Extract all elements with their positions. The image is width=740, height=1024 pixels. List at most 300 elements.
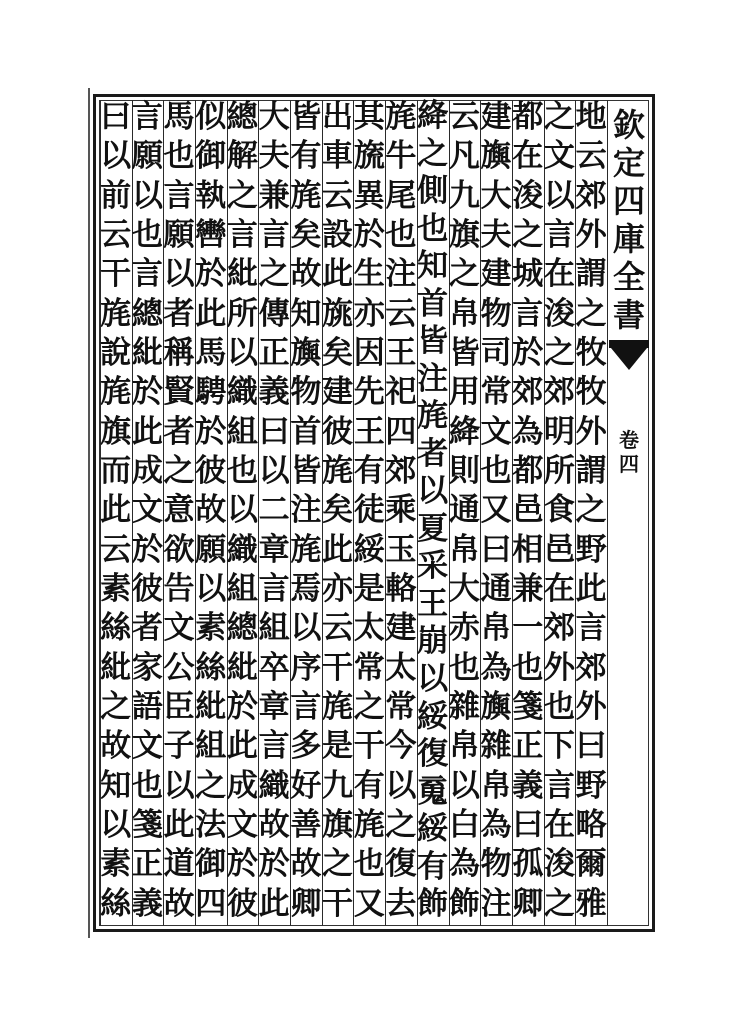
text-char: 建 [480,256,512,293]
text-char: 以 [131,177,163,214]
text-char: 崩 [417,623,449,660]
text-char: 此 [322,256,354,293]
text-char: 綏 [353,531,385,568]
text-char: 序 [290,649,322,686]
text-char: 玉 [385,531,417,568]
text-char: 浚 [512,177,544,214]
text-char: 通 [448,492,480,529]
text-char: 矣 [322,492,354,529]
text-char: 旗 [448,216,480,253]
text-char: 云 [448,99,480,135]
text-char: 旄 [417,398,449,435]
text-char: 之 [575,295,607,332]
text-char: 祀 [385,374,417,411]
volume-label [619,428,639,476]
text-char: 浚 [543,846,575,883]
text-char: 之 [226,177,258,214]
text-char: 先 [353,374,385,411]
text-char: 正 [131,846,163,883]
text-char: 綏 [417,811,449,848]
text-char: 子 [163,728,195,765]
text-char: 者 [417,435,449,472]
text-char: 紕 [195,688,227,725]
text-char: 組 [226,413,258,450]
text-char: 言 [258,216,290,253]
text-char: 雜 [448,688,480,725]
text-char: 故 [195,492,227,529]
text-char: 旗 [322,806,354,843]
text-char: 為 [512,413,544,450]
text-char: 以 [100,806,132,843]
text-char: 以 [226,492,258,529]
left-edge-line [88,88,90,938]
text-char: 皆 [290,452,322,489]
text-char: 之 [543,885,575,922]
text-char: 也 [226,452,258,489]
text-char: 邑 [543,531,575,568]
text-char: 旟 [480,688,512,725]
text-char: 紕 [226,649,258,686]
text-char: 素 [100,570,132,607]
text-char: 以 [417,660,449,697]
text-char: 於 [226,846,258,883]
text-char: 織 [226,374,258,411]
text-char: 王 [353,413,385,450]
text-char: 卒 [258,649,290,686]
text-char: 章 [258,531,290,568]
text-char: 言 [290,688,322,725]
text-char: 願 [131,138,163,175]
text-column [449,98,481,928]
text-char: 正 [258,334,290,371]
text-char: 說 [100,334,132,371]
text-char: 浚 [543,295,575,332]
text-char: 郊 [385,452,417,489]
text-char: 卿 [512,885,544,922]
text-char: 飾 [417,886,449,923]
text-char: 絳 [417,98,449,134]
text-char: 輅 [385,570,417,607]
text-char: 是 [322,728,354,765]
text-char: 略 [575,806,607,843]
text-char: 設 [322,216,354,253]
text-char: 此 [100,492,132,529]
text-char: 此 [322,531,354,568]
text-char: 首 [290,413,322,450]
text-char: 文 [226,806,258,843]
text-char: 旄 [353,806,385,843]
text-char: 此 [163,806,195,843]
text-char: 王 [385,334,417,371]
text-char: 言 [258,570,290,607]
text-char: 牛 [385,138,417,175]
text-char: 組 [258,610,290,647]
text-char: 文 [131,728,163,765]
text-char: 干 [353,728,385,765]
text-char: 之 [543,99,575,135]
text-char: 者 [131,610,163,647]
text-char: 之 [100,688,132,725]
text-char: 旟 [480,138,512,175]
text-char: 故 [163,885,195,922]
text-char: 出 [322,99,354,135]
text-char: 物 [480,846,512,883]
text-column [322,98,354,928]
text-char: 干 [100,256,132,293]
volume-char: 卷 [619,428,639,452]
text-char: 以 [226,334,258,371]
text-char: 善 [290,806,322,843]
text-char: 大 [258,99,290,135]
text-char: 知 [100,767,132,804]
text-char: 素 [100,846,132,883]
text-char: 語 [131,688,163,725]
text-char: 者 [163,295,195,332]
text-char: 司 [480,334,512,371]
text-char: 二 [258,492,290,529]
text-char: 之 [448,256,480,293]
text-char: 謂 [575,256,607,293]
text-char: 飾 [448,885,480,922]
text-char: 騁 [195,374,227,411]
text-char: 白 [448,806,480,843]
text-char: 焉 [290,570,322,607]
text-char: 首 [417,285,449,322]
text-char: 義 [131,885,163,922]
text-char: 皆 [417,323,449,360]
text-char: 旄 [385,99,417,135]
text-char: 旒 [353,138,385,175]
text-char: 帛 [448,728,480,765]
text-char: 有 [353,767,385,804]
text-char: 城 [512,256,544,293]
text-char: 箋 [512,688,544,725]
book-title [609,106,649,334]
text-char: 之 [258,256,290,293]
text-char: 邑 [512,492,544,529]
text-char: 旄 [290,531,322,568]
text-char: 牧 [575,374,607,411]
text-char: 側 [417,173,449,210]
text-char: 在 [512,138,544,175]
book-title-char: 欽 [612,106,645,144]
text-char: 注 [417,360,449,397]
text-char: 言 [226,216,258,253]
text-char: 云 [385,295,417,332]
text-char: 因 [353,334,385,371]
text-char: 則 [448,452,480,489]
text-char: 帛 [448,295,480,332]
text-char: 故 [100,728,132,765]
text-char: 知 [417,248,449,285]
text-char: 異 [353,177,385,214]
text-char: 彼 [195,452,227,489]
text-char: 也 [448,649,480,686]
text-char: 也 [417,210,449,247]
text-char: 郊 [575,649,607,686]
text-char: 野 [575,767,607,804]
text-char: 九 [448,177,480,214]
text-char: 此 [226,728,258,765]
text-char: 臣 [163,688,195,725]
text-char: 都 [512,452,544,489]
text-column [575,98,607,928]
text-char: 兼 [258,177,290,214]
text-char: 之 [417,135,449,172]
text-char: 有 [290,138,322,175]
text-char: 傳 [258,295,290,332]
text-char: 相 [512,531,544,568]
text-char: 解 [226,138,258,175]
text-column [353,98,385,928]
text-char: 以 [385,767,417,804]
text-char: 文 [543,138,575,175]
text-char: 正 [512,728,544,765]
book-title-char: 全 [612,258,645,296]
text-char: 素 [195,610,227,647]
text-char: 大 [448,570,480,607]
text-char: 生 [353,256,385,293]
text-char: 賢 [163,374,195,411]
text-char: 馬 [163,99,195,135]
text-char: 建 [322,374,354,411]
text-char: 知 [290,295,322,332]
text-char: 復 [385,846,417,883]
text-char: 大 [480,177,512,214]
text-char: 文 [480,413,512,450]
text-column [480,98,512,928]
text-char: 帛 [448,531,480,568]
text-char: 旟 [290,334,322,371]
text-char: 又 [480,492,512,529]
text-column [258,98,290,928]
text-char: 四 [385,413,417,450]
book-title-char: 書 [612,296,645,334]
text-char: 也 [385,216,417,253]
text-char: 御 [195,138,227,175]
text-char: 九 [322,767,354,804]
text-char: 干 [322,649,354,686]
text-char: 之 [163,452,195,489]
text-char: 注 [480,885,512,922]
text-char: 絳 [448,413,480,450]
text-char: 綏 [417,698,449,735]
book-title-char: 庫 [612,220,645,258]
text-char: 言 [543,216,575,253]
text-char: 以 [290,610,322,647]
text-char: 織 [258,767,290,804]
text-char: 言 [575,610,607,647]
text-char: 之 [543,334,575,371]
text-char: 為 [448,846,480,883]
text-char: 公 [163,649,195,686]
text-char: 以 [258,452,290,489]
text-char: 成 [226,767,258,804]
text-char: 於 [258,846,290,883]
text-char: 凡 [448,138,480,175]
text-char: 於 [195,256,227,293]
text-char: 言 [512,295,544,332]
text-column [512,98,544,928]
text-char: 孤 [512,846,544,883]
text-char: 郊 [512,374,544,411]
text-char: 又 [353,885,385,922]
text-char: 夫 [480,216,512,253]
text-char: 通 [480,570,512,607]
text-char: 物 [480,295,512,332]
text-char: 雅 [575,885,607,922]
text-char: 之 [195,767,227,804]
text-char: 多 [290,728,322,765]
text-char: 為 [480,806,512,843]
text-char: 今 [385,728,417,765]
text-char: 之 [575,492,607,529]
text-char: 轡 [195,216,227,253]
text-char: 言 [543,767,575,804]
text-char: 欲 [163,531,195,568]
text-char: 外 [575,413,607,450]
text-char: 告 [163,570,195,607]
text-char: 此 [131,413,163,450]
text-char: 於 [353,216,385,253]
text-char: 去 [385,885,417,922]
text-char: 外 [575,216,607,253]
text-char: 之 [322,846,354,883]
text-column [163,98,195,928]
text-char: 卿 [290,885,322,922]
text-char: 外 [575,688,607,725]
text-char: 言 [258,728,290,765]
text-char: 曰 [480,531,512,568]
text-char: 物 [290,374,322,411]
volume-char: 四 [619,452,639,476]
text-char: 旄 [290,177,322,214]
text-char: 爾 [575,846,607,883]
text-char: 皆 [290,99,322,135]
text-char: 絲 [100,885,132,922]
text-char: 有 [353,452,385,489]
text-char: 也 [131,216,163,253]
text-char: 彼 [226,885,258,922]
text-char: 故 [258,806,290,843]
text-column [227,98,259,928]
text-char: 也 [512,649,544,686]
text-char: 云 [322,177,354,214]
book-title-char: 定 [612,144,645,182]
text-char: 干 [322,885,354,922]
text-char: 故 [290,256,322,293]
text-char: 夫 [258,138,290,175]
text-char: 建 [480,99,512,135]
text-char: 紕 [100,649,132,686]
text-char: 旄 [322,452,354,489]
text-char: 言 [163,177,195,214]
text-char: 箋 [131,806,163,843]
text-char: 於 [226,688,258,725]
text-char: 組 [226,570,258,607]
text-char: 此 [575,570,607,607]
text-char: 其 [353,99,385,135]
book-title-char: 四 [612,182,645,220]
text-column [544,98,576,928]
text-char: 紕 [131,334,163,371]
text-char: 以 [163,767,195,804]
text-char: 馬 [195,334,227,371]
text-char: 於 [512,334,544,371]
text-char: 旐 [322,295,354,332]
text-char: 以 [543,177,575,214]
text-char: 皆 [448,334,480,371]
text-char: 旄 [100,374,132,411]
text-char: 總 [226,99,258,135]
text-char: 都 [512,99,544,135]
text-char: 䰟 [417,773,449,810]
text-char: 文 [163,610,195,647]
text-char: 而 [100,452,132,489]
text-char: 曰 [100,99,132,135]
text-char: 一 [512,610,544,647]
text-char: 絲 [195,649,227,686]
text-char: 彼 [322,413,354,450]
text-char: 執 [195,177,227,214]
text-char: 似 [195,99,227,135]
text-char: 夏 [417,510,449,547]
text-char: 者 [163,413,195,450]
text-char: 注 [290,492,322,529]
text-char: 於 [131,531,163,568]
text-char: 乘 [385,492,417,529]
text-char: 是 [353,570,385,607]
text-char: 常 [385,688,417,725]
text-char: 亦 [322,570,354,607]
text-column [100,98,132,928]
text-char: 矣 [322,334,354,371]
text-column [290,98,322,928]
text-char: 章 [258,688,290,725]
text-char: 家 [131,649,163,686]
text-column [417,98,449,928]
text-char: 法 [195,806,227,843]
text-char: 有 [417,848,449,885]
text-column [132,98,164,928]
text-char: 云 [575,138,607,175]
text-char: 總 [131,295,163,332]
text-char: 云 [100,216,132,253]
text-char: 謂 [575,452,607,489]
text-char: 以 [163,256,195,293]
text-char: 兼 [512,570,544,607]
text-char: 太 [385,649,417,686]
text-char: 采 [417,548,449,585]
text-char: 旄 [322,688,354,725]
text-char: 亦 [353,295,385,332]
text-char: 於 [131,374,163,411]
text-char: 好 [290,767,322,804]
text-char: 太 [353,610,385,647]
text-char: 也 [131,767,163,804]
text-char: 王 [417,585,449,622]
text-char: 旄 [100,295,132,332]
text-char: 野 [575,531,607,568]
text-char: 赤 [448,610,480,647]
text-char: 總 [226,610,258,647]
text-char: 此 [258,885,290,922]
text-char: 紕 [226,256,258,293]
text-column [385,98,417,928]
text-char: 郊 [575,177,607,214]
text-char: 言 [131,256,163,293]
text-char: 組 [195,728,227,765]
